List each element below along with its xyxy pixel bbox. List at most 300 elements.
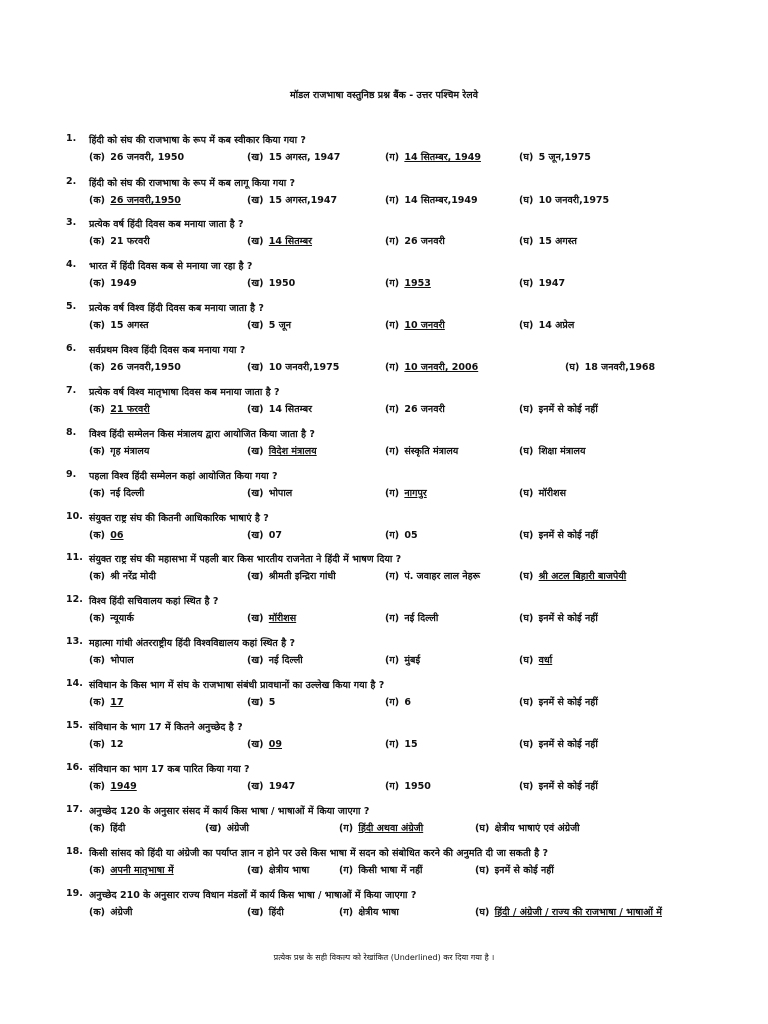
option-item: [247, 611, 296, 624]
option-item: [385, 318, 445, 331]
options-line: [66, 402, 706, 416]
question-line: [66, 469, 706, 483]
option-label: (घ): [519, 697, 534, 708]
option-label: (ग): [385, 530, 400, 541]
question-line: [66, 176, 706, 190]
option-text: 26 जनवरी, 1950: [110, 152, 185, 163]
question-item: [66, 217, 706, 248]
option-label: (घ): [519, 404, 534, 415]
question-line: [66, 133, 706, 147]
option-text: 1950: [268, 278, 296, 289]
option-label: (ग): [385, 739, 400, 750]
question-text: सर्वप्रथम विश्व हिंदी दिवस कब मनाया गया ?: [89, 345, 246, 356]
option-label: (ग): [339, 907, 354, 918]
option-label: (घ): [475, 907, 490, 918]
option-label: (ख): [247, 781, 264, 792]
option-label: (क): [89, 362, 105, 373]
option-label: (ख): [247, 195, 264, 206]
option-label: (ग): [385, 781, 400, 792]
option-item: [247, 360, 339, 373]
option-label: (ख): [247, 362, 264, 373]
options-line: [66, 486, 706, 500]
option-text: न्यूयार्क: [110, 613, 134, 624]
option-item: [385, 737, 418, 750]
option-item: [247, 695, 275, 708]
question-item: [66, 552, 706, 583]
option-label: (क): [89, 655, 105, 666]
options-line: [66, 821, 706, 835]
option-text: नई दिल्ली: [268, 655, 303, 666]
option-item: [385, 402, 445, 415]
correct-option-text: 06: [110, 530, 124, 541]
option-item: [89, 737, 124, 750]
question-line: [66, 804, 706, 818]
option-label: (ख): [247, 697, 264, 708]
options-line: [66, 318, 706, 332]
option-item: [247, 737, 282, 750]
option-item: [385, 569, 480, 582]
question-number: 7.: [66, 385, 77, 396]
option-item: [385, 528, 418, 541]
option-item: [89, 528, 124, 541]
option-item: [519, 193, 609, 206]
option-item: [519, 528, 598, 541]
question-item: [66, 511, 706, 542]
option-item: [89, 234, 150, 247]
correct-option-text: वर्धा: [538, 655, 553, 666]
option-label: (ख): [247, 530, 264, 541]
option-item: [89, 779, 137, 792]
option-item: [247, 276, 295, 289]
option-text: 1950: [404, 781, 431, 792]
option-label: (घ): [519, 571, 534, 582]
correct-option-text: मॉरीशस: [268, 613, 297, 624]
option-item: [247, 150, 340, 163]
option-text: हिंदी: [110, 823, 126, 834]
option-label: (ग): [385, 613, 400, 624]
option-text: 18 जनवरी,1968: [584, 362, 656, 373]
option-text: 21 फरवरी: [110, 236, 150, 247]
correct-option-text: नागपुर: [404, 488, 427, 499]
option-item: [339, 821, 423, 834]
options-line: [66, 779, 706, 793]
option-text: नई दिल्ली: [404, 613, 439, 624]
question-text: पहला विश्व हिंदी सम्मेलन कहां आयोजित किया गया ?: [89, 471, 278, 482]
option-text: 6: [404, 697, 411, 708]
option-item: [519, 569, 626, 582]
question-text: संयुक्त राष्ट्र संघ की कितनी आधिकारिक भाषाएं है ?: [89, 513, 269, 524]
option-label: (ख): [247, 404, 264, 415]
correct-option-text: 14 सितम्बर: [268, 236, 313, 247]
question-text: संविधान के भाग 17 में कितने अनुच्छेद है ?: [89, 722, 243, 733]
option-text: 15 अगस्त, 1947: [268, 152, 341, 163]
option-item: [89, 444, 149, 457]
option-item: [247, 569, 336, 582]
option-text: इनमें से कोई नहीं: [538, 739, 598, 750]
option-text: इनमें से कोई नहीं: [538, 781, 598, 792]
option-text: श्रीमती इन्द्रिरा गांधी: [268, 571, 336, 582]
option-label: (घ): [519, 278, 534, 289]
footer-note: प्रत्येक प्रश्न के सही विकल्प को रेखांकित (Underlined) कर दिया गया है ।: [273, 953, 495, 962]
option-item: [519, 486, 566, 499]
question-text: महात्मा गांधी अंतरराष्ट्रीय हिंदी विश्वविद्यालय कहां स्थित है ?: [89, 638, 296, 649]
question-item: [66, 678, 706, 709]
question-item: [66, 176, 706, 207]
option-label: (ख): [247, 865, 264, 876]
question-text: संयुक्त राष्ट्र संघ की महासभा में पहली बार किस भारतीय राजनेता ने हिंदी में भाषण दिया ?: [89, 554, 402, 565]
option-text: पं. जवाहर लाल नेहरू: [404, 571, 481, 582]
correct-option-text: हिंदी / अंग्रेजी / राज्य की राजभाषा / भाषाओं में: [494, 907, 662, 918]
options-line: [66, 695, 706, 709]
options-line: [66, 444, 706, 458]
option-item: [247, 318, 291, 331]
option-label: (क): [89, 320, 105, 331]
correct-option-text: 1953: [404, 278, 431, 289]
option-text: 15 अगस्त: [538, 236, 577, 247]
correct-option-text: श्री अटल बिहारी बाजपेयी: [538, 571, 627, 582]
question-line: [66, 846, 706, 860]
option-text: इनमें से कोई नहीं: [538, 613, 598, 624]
question-number: 18.: [66, 846, 83, 857]
correct-option-text: अपनी मातृभाषा में: [110, 865, 174, 876]
option-label: (क): [89, 488, 105, 499]
option-item: [247, 234, 312, 247]
question-number: 9.: [66, 469, 77, 480]
option-label: (क): [89, 530, 105, 541]
correct-option-text: 17: [110, 697, 124, 708]
question-item: [66, 804, 706, 835]
question-number: 10.: [66, 511, 83, 522]
option-text: क्षेत्रीय भाषाएं एवं अंग्रेजी: [494, 823, 580, 834]
option-label: (क): [89, 404, 105, 415]
option-item: [385, 360, 478, 373]
option-text: इनमें से कोई नहीं: [494, 865, 554, 876]
options-line: [66, 150, 706, 164]
option-label: (ख): [247, 278, 264, 289]
option-text: 10 जनवरी,1975: [268, 362, 340, 373]
question-text: किसी सांसद को हिंदी या अंग्रेजी का पर्याप्त ज्ञान न होने पर उसे किस भाषा में सदन को संबोधित करने की अनुमति दी जा सकती है ?: [89, 848, 549, 859]
question-number: 17.: [66, 804, 83, 815]
question-line: [66, 762, 706, 776]
option-label: (ख): [247, 152, 264, 163]
option-item: [339, 863, 422, 876]
option-item: [385, 695, 411, 708]
option-label: (ख): [247, 320, 264, 331]
option-text: इनमें से कोई नहीं: [538, 530, 598, 541]
option-label: (ग): [339, 865, 354, 876]
question-number: 19.: [66, 888, 83, 899]
option-label: (क): [89, 697, 105, 708]
option-label: (घ): [519, 195, 534, 206]
question-item: [66, 343, 706, 374]
option-label: (घ): [519, 236, 534, 247]
question-number: 2.: [66, 176, 77, 187]
correct-option-text: 26 जनवरी,1950: [110, 195, 181, 206]
options-line: [66, 611, 706, 625]
option-label: (ख): [247, 236, 264, 247]
option-item: [385, 611, 438, 624]
option-item: [519, 234, 577, 247]
option-label: (ग): [385, 195, 400, 206]
question-line: [66, 552, 706, 566]
question-number: 16.: [66, 762, 83, 773]
question-text: हिंदी को संघ की राजभाषा के रूप में कब स्वीकार किया गया ?: [89, 135, 306, 146]
question-number: 14.: [66, 678, 83, 689]
option-item: [519, 276, 565, 289]
question-item: [66, 427, 706, 458]
option-text: संस्कृति मंत्रालय: [404, 446, 459, 457]
option-label: (ग): [385, 320, 400, 331]
correct-option-text: 21 फरवरी: [110, 404, 150, 415]
option-text: गृह मंत्रालय: [110, 446, 150, 457]
option-item: [519, 653, 552, 666]
options-line: [66, 234, 706, 248]
option-text: 15 अगस्त: [110, 320, 149, 331]
option-label: (क): [89, 907, 105, 918]
option-text: 05: [404, 530, 418, 541]
option-label: (ग): [385, 655, 400, 666]
option-item: [385, 653, 420, 666]
question-item: [66, 846, 706, 877]
option-text: 26 जनवरी: [404, 404, 445, 415]
question-item: [66, 636, 706, 667]
option-label: (ख): [247, 446, 264, 457]
option-item: [519, 695, 598, 708]
option-item: [385, 444, 458, 457]
option-text: इनमें से कोई नहीं: [538, 404, 598, 415]
options-line: [66, 528, 706, 542]
option-text: 1947: [268, 781, 296, 792]
option-label: (घ): [519, 655, 534, 666]
option-item: [385, 486, 427, 499]
options-line: [66, 569, 706, 583]
option-text: 26 जनवरी: [404, 236, 445, 247]
question-number: 6.: [66, 343, 77, 354]
correct-option-text: 10 जनवरी: [404, 320, 445, 331]
option-label: (घ): [519, 152, 534, 163]
option-item: [89, 193, 181, 206]
question-text: अनुच्छेद 120 के अनुसार संसद में कार्य किस भाषा / भाषाओं में किया जाएगा ?: [89, 806, 370, 817]
option-text: क्षेत्रीय भाषा: [358, 907, 399, 918]
question-text: प्रत्येक वर्ष हिंदी दिवस कब मनाया जाता है ?: [89, 219, 244, 230]
question-item: [66, 594, 706, 625]
option-label: (ख): [247, 613, 264, 624]
correct-option-text: विदेश मंत्रालय: [268, 446, 317, 457]
option-item: [519, 737, 598, 750]
option-label: (ग): [385, 571, 400, 582]
option-text: 5 जून: [268, 320, 292, 331]
option-item: [247, 905, 284, 918]
question-line: [66, 720, 706, 734]
option-label: (ग): [385, 278, 400, 289]
option-label: (घ): [475, 865, 490, 876]
option-item: [385, 779, 431, 792]
option-item: [247, 779, 295, 792]
option-label: (घ): [519, 530, 534, 541]
option-text: श्री नरेंद्र मोदी: [110, 571, 156, 582]
options-line: [66, 360, 706, 374]
option-text: 14 अप्रेल: [538, 320, 575, 331]
question-item: [66, 720, 706, 751]
question-item: [66, 133, 706, 164]
option-text: अंग्रेजी: [226, 823, 249, 834]
question-text: भारत में हिंदी दिवस कब से मनाया जा रहा है ?: [89, 261, 253, 272]
option-text: 15: [404, 739, 418, 750]
option-item: [247, 653, 303, 666]
correct-option-text: 10 जनवरी, 2006: [404, 362, 479, 373]
option-item: [247, 193, 337, 206]
question-line: [66, 511, 706, 525]
option-text: 1949: [110, 278, 137, 289]
option-text: मॉरीशस: [538, 488, 566, 499]
option-label: (ग): [385, 404, 400, 415]
option-label: (घ): [519, 320, 534, 331]
option-label: (ग): [385, 488, 400, 499]
option-item: [475, 905, 662, 918]
option-item: [89, 402, 150, 415]
option-label: (ख): [247, 655, 264, 666]
option-label: (घ): [519, 613, 534, 624]
question-text: संविधान के किस भाग में संघ के राजभाषा संबंधी प्रावधानों का उल्लेख किया गया है ?: [89, 680, 385, 691]
question-item: [66, 888, 706, 919]
option-item: [247, 863, 309, 876]
question-text: विश्व हिंदी सचिवालय कहां स्थित है ?: [89, 596, 219, 607]
question-item: [66, 385, 706, 416]
option-label: (घ): [519, 739, 534, 750]
question-text: संविधान का भाग 17 कब पारित किया गया ?: [89, 764, 250, 775]
option-label: (ग): [385, 446, 400, 457]
option-item: [247, 402, 312, 415]
option-label: (क): [89, 446, 105, 457]
question-item: [66, 762, 706, 793]
option-item: [89, 569, 156, 582]
option-item: [89, 150, 184, 163]
option-item: [89, 695, 124, 708]
option-item: [89, 611, 134, 624]
option-text: 10 जनवरी,1975: [538, 195, 610, 206]
question-number: 8.: [66, 427, 77, 438]
option-text: भोपाल: [268, 488, 293, 499]
option-item: [89, 863, 174, 876]
option-text: नई दिल्ली: [110, 488, 145, 499]
options-line: [66, 905, 706, 919]
option-label: (ग): [339, 823, 354, 834]
option-item: [385, 234, 445, 247]
option-label: (घ): [565, 362, 580, 373]
option-label: (घ): [519, 446, 534, 457]
option-item: [247, 486, 292, 499]
question-text: अनुच्छेद 210 के अनुसार राज्य विधान मंडलों में कार्य किस भाषा / भाषाओं में किया जाएगा ?: [89, 890, 417, 901]
option-label: (ख): [205, 823, 222, 834]
option-item: [205, 821, 249, 834]
option-item: [89, 653, 134, 666]
option-label: (क): [89, 613, 105, 624]
question-number: 4.: [66, 259, 77, 270]
option-text: किसी भाषा में नहीं: [358, 865, 423, 876]
option-label: (क): [89, 236, 105, 247]
option-text: हिंदी: [268, 907, 284, 918]
question-line: [66, 888, 706, 902]
option-item: [519, 150, 591, 163]
correct-option-text: 1949: [110, 781, 137, 792]
question-line: [66, 678, 706, 692]
option-item: [519, 779, 598, 792]
options-line: [66, 276, 706, 290]
question-item: [66, 259, 706, 290]
option-label: (क): [89, 739, 105, 750]
option-item: [519, 611, 598, 624]
option-item: [247, 444, 317, 457]
option-item: [247, 528, 282, 541]
option-item: [89, 318, 149, 331]
option-text: इनमें से कोई नहीं: [538, 697, 598, 708]
option-item: [385, 193, 478, 206]
option-label: (ग): [385, 697, 400, 708]
option-label: (ख): [247, 488, 264, 499]
question-line: [66, 301, 706, 315]
option-text: क्षेत्रीय भाषा: [268, 865, 310, 876]
option-text: भोपाल: [110, 655, 134, 666]
option-text: मुंबई: [404, 655, 421, 666]
option-item: [475, 821, 580, 834]
option-label: (ग): [385, 236, 400, 247]
option-label: (क): [89, 781, 105, 792]
option-item: [89, 276, 137, 289]
question-number: 15.: [66, 720, 83, 731]
question-line: [66, 343, 706, 357]
option-text: 15 अगस्त,1947: [268, 195, 338, 206]
option-item: [89, 821, 125, 834]
option-label: (क): [89, 152, 105, 163]
question-number: 5.: [66, 301, 77, 312]
option-label: (क): [89, 278, 105, 289]
option-label: (घ): [475, 823, 490, 834]
option-label: (ख): [247, 739, 264, 750]
option-text: 14 सितम्बर,1949: [404, 195, 478, 206]
option-item: [519, 444, 585, 457]
option-label: (घ): [519, 781, 534, 792]
option-label: (ख): [247, 907, 264, 918]
question-line: [66, 217, 706, 231]
option-text: 1947: [538, 278, 566, 289]
options-line: [66, 737, 706, 751]
question-line: [66, 385, 706, 399]
option-label: (घ): [519, 488, 534, 499]
option-item: [339, 905, 399, 918]
option-text: शिक्षा मंत्रालय: [538, 446, 586, 457]
option-text: अंग्रेजी: [110, 907, 133, 918]
correct-option-text: 09: [268, 739, 283, 750]
option-label: (ग): [385, 362, 400, 373]
option-text: 5 जून,1975: [538, 152, 591, 163]
question-line: [66, 427, 706, 441]
question-text: प्रत्येक वर्ष विश्व हिंदी दिवस कब मनाया जाता है ?: [89, 303, 264, 314]
options-line: [66, 653, 706, 667]
question-text: प्रत्येक वर्ष विश्व मातृभाषा दिवस कब मनाया जाता है ?: [89, 387, 280, 398]
option-item: [89, 905, 132, 918]
question-line: [66, 636, 706, 650]
question-text: विश्व हिंदी सम्मेलन किस मंत्रालय द्वारा आयोजित किया जाता है ?: [89, 429, 315, 440]
page-title: मॉडल राजभाषा वस्तुनिष्ठ प्रश्न बैंक - उत्तर पश्चिम रेलवे: [290, 90, 478, 101]
option-item: [385, 276, 431, 289]
question-item: [66, 469, 706, 500]
correct-option-text: हिंदी अथवा अंग्रेजी: [358, 823, 424, 834]
option-label: (क): [89, 865, 105, 876]
question-number: 12.: [66, 594, 83, 605]
question-line: [66, 259, 706, 273]
question-text: हिंदी को संघ की राजभाषा के रूप में कब लागू किया गया ?: [89, 178, 296, 189]
question-number: 13.: [66, 636, 83, 647]
